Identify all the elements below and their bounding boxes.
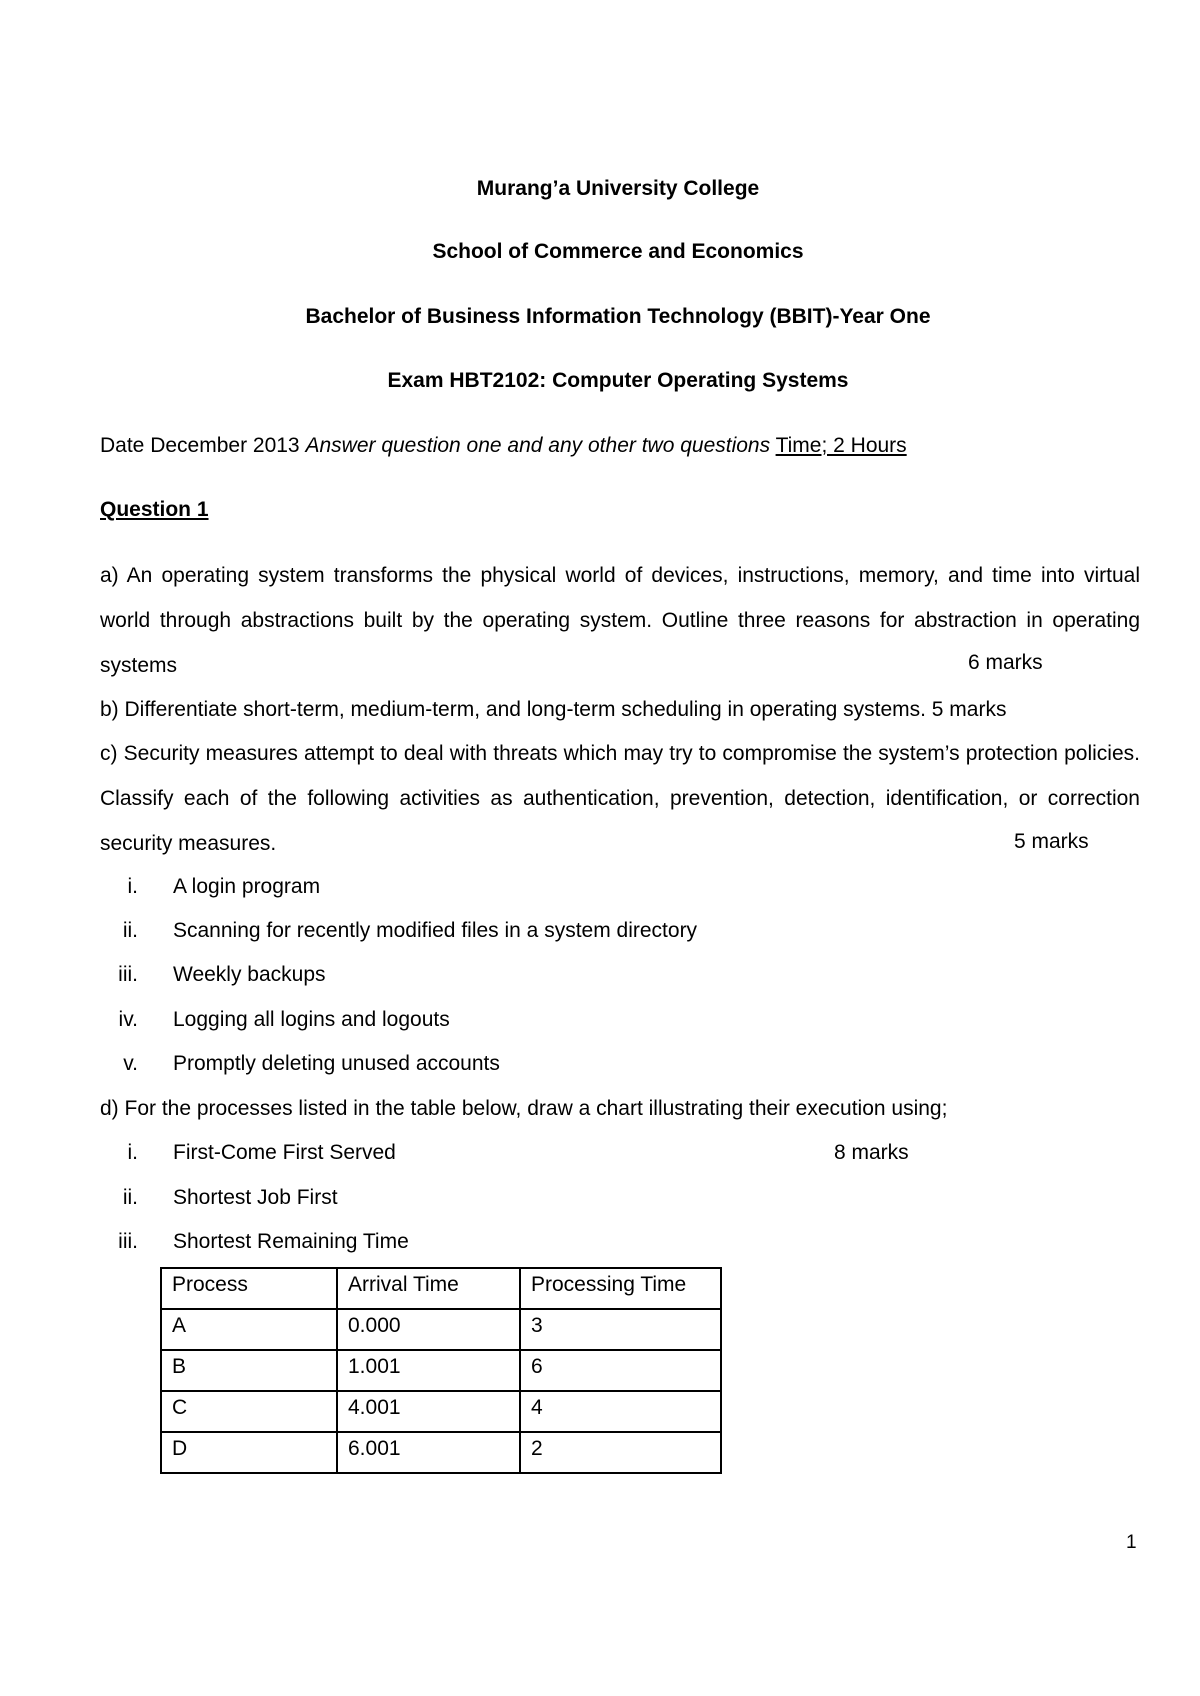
table-cell: 6	[520, 1350, 721, 1391]
table-row	[161, 1432, 721, 1473]
question-part-b	[100, 697, 1006, 723]
table-cell: 1.001	[337, 1350, 520, 1391]
table-header-cell: Arrival Time	[337, 1268, 520, 1309]
table-cell: 4.001	[337, 1391, 520, 1432]
table-cell: 3	[520, 1309, 721, 1350]
table-cell: 0.000	[337, 1309, 520, 1350]
table-cell: 2	[520, 1432, 721, 1473]
list-item: Shortest Remaining Time	[173, 1230, 409, 1253]
table-cell: A	[161, 1309, 337, 1350]
list-numeral: iv.	[118, 1008, 138, 1031]
part-c-marks: 5 marks	[1014, 830, 1089, 853]
table-cell: D	[161, 1432, 337, 1473]
list-numeral: i.	[127, 1141, 138, 1164]
list-numeral: i.	[127, 875, 138, 898]
table-header-row	[161, 1268, 721, 1309]
part-b-text: b) Differentiate short-term, medium-term, and long-term scheduling in operating systems.	[100, 698, 926, 721]
part-d-marks: 8 marks	[834, 1141, 909, 1164]
list-numeral: iii.	[118, 963, 138, 986]
school-title: School of Commerce and Economics	[432, 240, 804, 263]
table-cell: C	[161, 1391, 337, 1432]
list-item: Promptly deleting unused accounts	[173, 1052, 500, 1075]
table-cell: B	[161, 1350, 337, 1391]
exam-instruction: Answer question one and any other two questions	[305, 434, 771, 457]
list-item: Scanning for recently modified files in a system directory	[173, 919, 698, 942]
table-header-cell: Processing Time	[520, 1268, 721, 1309]
list-item: Shortest Job First	[173, 1186, 338, 1209]
table-header-cell: Process	[161, 1268, 337, 1309]
exam-title: Exam HBT2102: Computer Operating Systems	[387, 369, 849, 392]
institution-title: Murang’a University College	[476, 177, 760, 200]
table-row	[161, 1309, 721, 1350]
question-heading: Question 1	[100, 498, 209, 521]
part-b-marks: 5 marks	[931, 698, 1007, 721]
list-item: Weekly backups	[173, 963, 326, 986]
list-item: First-Come First Served	[173, 1141, 396, 1164]
list-numeral: v.	[123, 1052, 138, 1075]
exam-meta-line	[100, 433, 907, 459]
table-cell: 6.001	[337, 1432, 520, 1473]
table-row	[161, 1350, 721, 1391]
table-row	[161, 1391, 721, 1432]
part-a-marks: 6 marks	[968, 651, 1043, 674]
question-part-c: c) Security measures attempt to deal with threats which may try to compromise the system’s protection policies. Classify each of the following activities as authentication, prevention, detection, identification, or correction security measures.	[100, 742, 1140, 855]
list-numeral: iii.	[118, 1230, 138, 1253]
page-number: 1	[1126, 1532, 1137, 1553]
question-part-d: d) For the processes listed in the table below, draw a chart illustrating their execution using;	[100, 1097, 948, 1120]
list-numeral: ii.	[122, 919, 138, 942]
question-part-a: a) An operating system transforms the physical world of devices, instructions, memory, and time into virtual world through abstractions built by the operating system. Outline three reasons for abstraction in operating systems	[100, 564, 1140, 677]
process-table	[160, 1267, 722, 1474]
exam-time: Time; 2 Hours	[775, 434, 907, 457]
programme-title: Bachelor of Business Information Technology (BBIT)-Year One	[305, 305, 931, 328]
list-item: Logging all logins and logouts	[173, 1008, 450, 1031]
exam-date: Date December 2013	[100, 434, 300, 457]
table-cell: 4	[520, 1391, 721, 1432]
list-numeral: ii.	[122, 1186, 138, 1209]
list-item: A login program	[173, 875, 321, 898]
